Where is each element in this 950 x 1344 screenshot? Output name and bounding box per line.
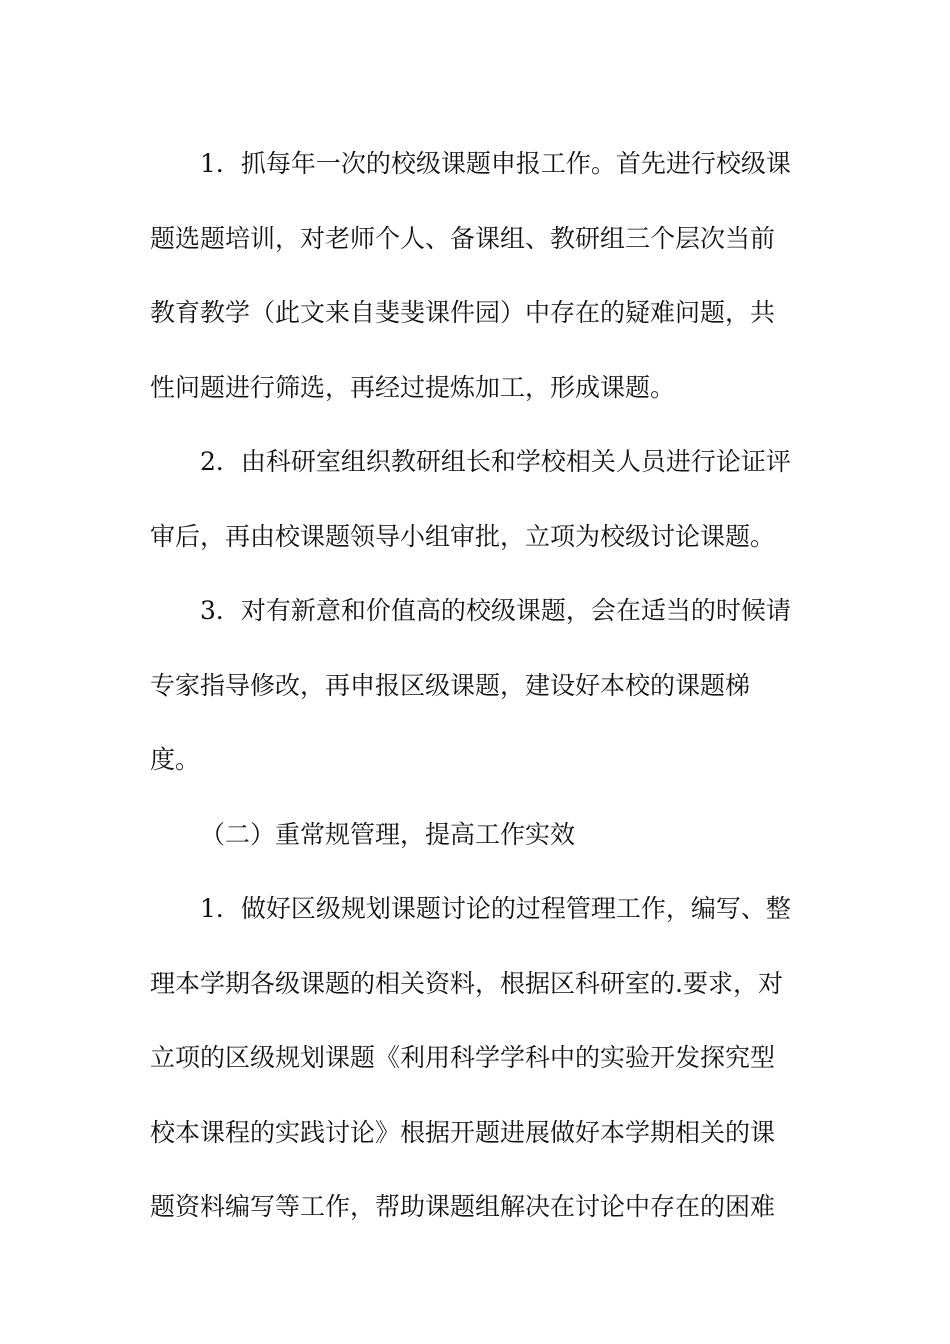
text-line: 校本课程的实践讨论》根据开题进展做好本学期相关的课	[150, 1117, 776, 1147]
text-line: 专家指导修改，再申报区级课题，建设好本校的课题梯	[150, 670, 751, 700]
paragraph-3	[150, 574, 810, 798]
text-line: 2．由科研室组织教研组长和学校相关人员进行论证评	[200, 447, 791, 476]
text-line: 审后，再由校课题领导小组审批，立项为校级讨论课题。	[150, 521, 776, 551]
text-line: 1．抓每年一次的校级课题申报工作。首先进行校级课	[200, 149, 791, 178]
text-line: 理本学期各级课题的相关资料，根据区科研室的.要求，对	[150, 968, 783, 998]
section-heading	[150, 798, 810, 873]
text-line: 题选题培训，对老师个人、备课组、教研组三个层次当前	[150, 223, 776, 253]
text-line: 1．做好区级规划课题讨论的过程管理工作，编写、整	[200, 894, 791, 923]
paragraph-4	[150, 872, 810, 1245]
paragraph-2	[150, 425, 810, 574]
text-line: 立项的区级规划课题《利用科学学科中的实验开发探究型	[150, 1043, 776, 1072]
text-line: 度。	[150, 745, 201, 774]
text-line: 教育教学（此文来自斐斐课件园）中存在的疑难问题，共	[150, 298, 776, 327]
document-body	[150, 127, 810, 1245]
text-line: 性问题进行筛选，再经过提炼加工，形成课题。	[150, 372, 676, 402]
text-line: 3．对有新意和价值高的校级课题，会在适当的时候请	[200, 596, 791, 625]
paragraph-1	[150, 127, 810, 425]
text-line: 题资料编写等工作，帮助课题组解决在讨论中存在的困难	[150, 1192, 776, 1221]
section-heading-text: （二）重常规管理，提高工作实效	[200, 819, 576, 849]
